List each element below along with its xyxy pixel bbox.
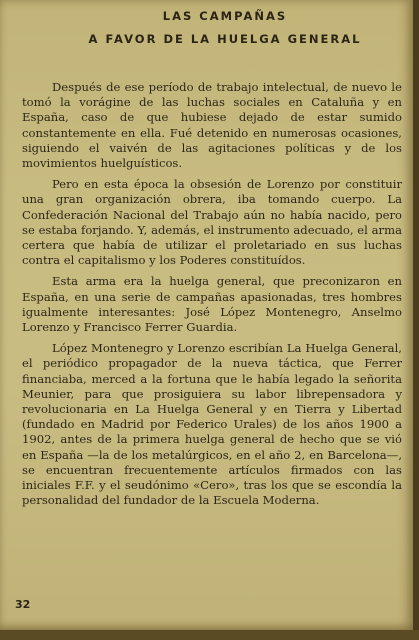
paragraph-3: Esta arma era la huelga general, que preconizaron en España, en una serie de campañas apasionadas, tres hombres igualmente interesantes: José López Montenegro, Anselmo Lorenzo y Francisco Ferrer Guardia. [22,274,402,335]
page-number: 32 [15,598,31,611]
body-text [22,80,402,508]
chapter-title-line-2: A FAVOR DE LA HUELGA GENERAL [88,32,362,46]
paragraph-4: López Montenegro y Lorenzo escribían La Huelga General, el periódico propagador de la nueva táctica, que Ferrer financiaba, merced a la fortuna que le había legado la señorita Meunier, para que prosiguiera su labor librepensadora y revolucionaria en La Huelga General y en Tierra y Libertad (fundado en Madrid por Federico Urales) de los años 1900 a 1902, antes de la primera huelga general de hecho que se vió en España —la de los metalúrgicos, en el año 2, en Barcelona—, se encuentran frecuentemente artículos firmados con las iniciales F.F. y el seudónimo «Cero», tras los que se escondía la personalidad del fundador de la Escuela Moderna. [22,341,402,508]
page-edge-shadow [413,0,419,640]
chapter-title-line-1: LAS CAMPAÑAS [162,9,288,23]
page-bottom-shadow [0,630,419,640]
paragraph-1: Después de ese período de trabajo intelectual, de nuevo le tomó la vorágine de las luchas sociales en Cataluña y en España, caso de que hubiese dejado de estar sumido constantemente en ella. Fué detenido en numerosas ocasiones, siguiendo el vaivén de las agitaciones políticas y de los movimientos huelguísticos. [22,80,402,171]
paragraph-2: Pero en esta época la obsesión de Lorenzo por constituir una gran organización obrera, iba tomando cuerpo. La Confederación Nacional del Trabajo aún no había nacido, pero se estaba forjando. Y, además, el instrumento adecuado, el arma certera que había de utilizar el proletariado en sus luchas contra el capitalismo y los Poderes constituídos. [22,177,402,268]
